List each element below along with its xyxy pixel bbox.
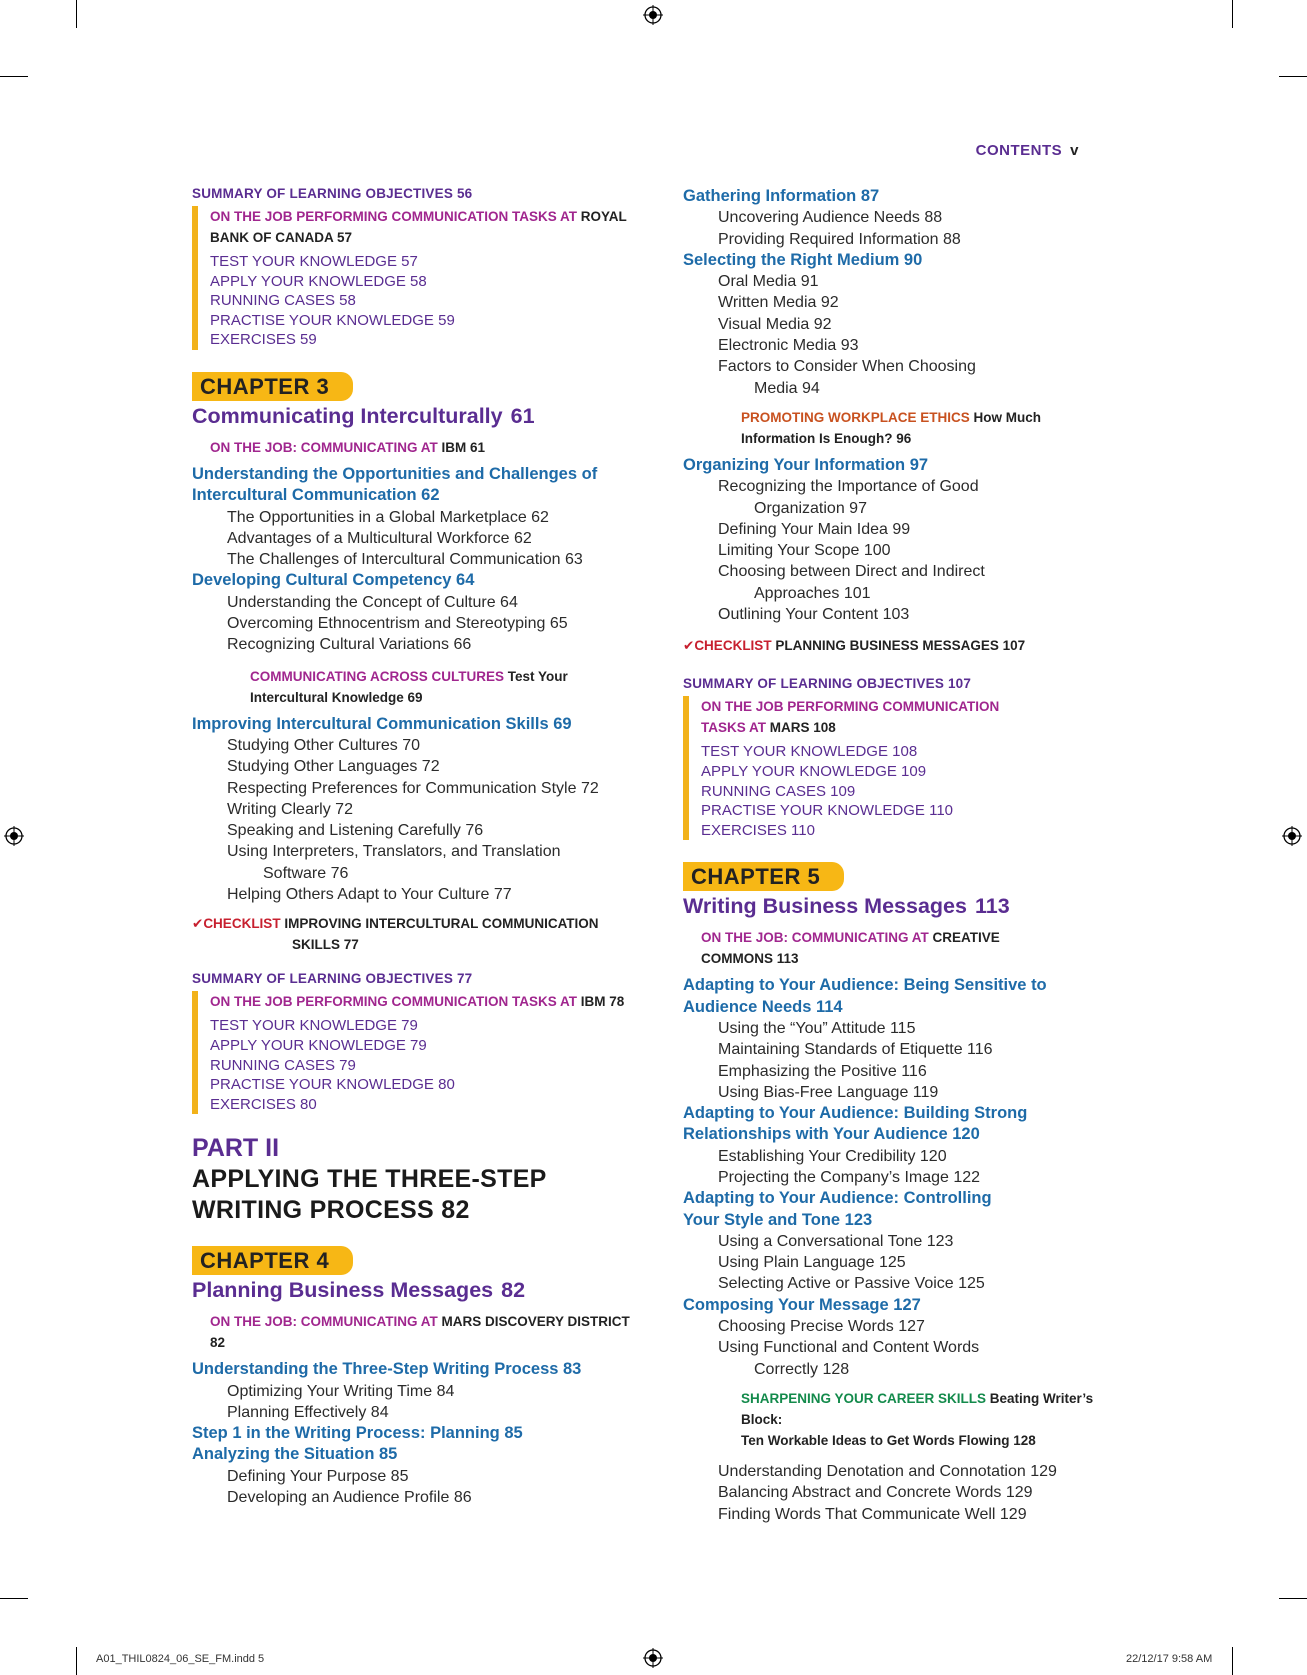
page-number: v: [1070, 142, 1079, 159]
footer-file: A01_THIL0824_06_SE_FM.indd 5: [96, 1653, 265, 1665]
review-line: APPLY YOUR KNOWLEDGE 79: [210, 1036, 427, 1054]
subsection-item: Maintaining Standards of Etiquette 116: [718, 1041, 993, 1059]
feature-title: Ten Workable Ideas to Get Words Flowing 128: [741, 1432, 1036, 1448]
subsection-item: Defining Your Purpose 85: [227, 1467, 409, 1485]
part-title: [192, 1164, 632, 1226]
subsection-item: Understanding Denotation and Connotation 129: [718, 1462, 1057, 1480]
chapter-badge: CHAPTER 5: [683, 862, 844, 891]
checkmark-icon: ✔: [192, 916, 204, 932]
crop-mark: [0, 76, 28, 77]
chapter-page: 82: [501, 1278, 526, 1303]
on-the-job-lead: ON THE JOB: COMMUNICATING AT: [210, 1314, 438, 1330]
subsection-item: Choosing Precise Words 127: [718, 1318, 925, 1336]
footer-date: 22/12/17 9:58 AM: [1126, 1653, 1213, 1665]
subsection-item: Using Bias-Free Language 119: [718, 1083, 939, 1101]
crop-mark: [1279, 1598, 1307, 1599]
on-the-job-org: COMMONS 113: [701, 951, 799, 967]
subsection-item-text: Media 94: [754, 379, 820, 397]
subsection-item: [192, 841, 632, 884]
subsection-item: Using Plain Language 125: [718, 1254, 906, 1272]
subsection-item: Balancing Abstract and Concrete Words 129: [718, 1484, 1033, 1502]
subsection-item: [683, 476, 1123, 519]
on-the-job-lead: ON THE JOB PERFORMING COMMUNICATION TASKS AT: [210, 209, 577, 224]
review-line: EXERCISES 80: [210, 1095, 317, 1113]
right-column: [683, 186, 1123, 1525]
subsection-item: Uncovering Audience Needs 88: [718, 209, 943, 227]
part-title-line: APPLYING THE THREE-STEP: [192, 1165, 547, 1194]
subsection-item: Planning Effectively 84: [227, 1403, 389, 1421]
subsection-item: Recognizing Cultural Variations 66: [227, 636, 472, 654]
checklist-title: SKILLS 77: [292, 937, 359, 953]
on-the-job-org: MARS DISCOVERY DISTRICT 82: [210, 1314, 630, 1351]
crop-mark: [76, 1647, 77, 1675]
review-line: TEST YOUR KNOWLEDGE 57: [210, 253, 418, 270]
checkmark-icon: ✔: [683, 638, 695, 654]
review-line: PRACTISE YOUR KNOWLEDGE 80: [210, 1076, 455, 1094]
subsection-item-text: Software 76: [263, 864, 349, 882]
subsection-item: Helping Others Adapt to Your Culture 77: [227, 886, 512, 904]
feature-box: [741, 407, 1123, 449]
registration-mark-icon: [4, 826, 24, 846]
section-heading: Understanding the Three-Step Writing Process 83: [192, 1360, 582, 1379]
review-line: EXERCISES 59: [210, 331, 317, 349]
feature-box: [741, 1388, 1123, 1451]
part-label: PART II: [192, 1134, 280, 1163]
chapter-page: 113: [974, 894, 1010, 919]
running-head: [976, 142, 1079, 159]
subsection-item: Visual Media 92: [718, 315, 832, 333]
section-heading: Adapting to Your Audience: Controlling: [683, 1189, 992, 1208]
subsection-item-text: Choosing between Direct and Indirect: [718, 563, 985, 581]
feature-lead: SHARPENING YOUR CAREER SKILLS: [741, 1390, 987, 1406]
section-heading: Step 1 in the Writing Process: Planning 85: [192, 1424, 523, 1443]
subsection-item: Advantages of a Multicultural Workforce 62: [227, 529, 532, 547]
feature-title: Intercultural Knowledge 69: [250, 689, 423, 705]
section-heading: Organizing Your Information 97: [683, 455, 929, 474]
on-the-job: [701, 927, 1123, 969]
subsection-item: Electronic Media 93: [718, 337, 859, 355]
on-the-job-org: CREATIVE: [932, 930, 1000, 946]
subsection-item: Using the “You” Attitude 115: [718, 1019, 916, 1037]
crop-mark: [1232, 0, 1233, 28]
review-line: APPLY YOUR KNOWLEDGE 109: [701, 762, 927, 780]
checklist-label: CHECKLIST: [203, 916, 281, 932]
subsection-item: Speaking and Listening Carefully 76: [227, 822, 484, 840]
chapter-badge: CHAPTER 4: [192, 1246, 353, 1275]
subsection-item: Using a Conversational Tone 123: [718, 1232, 954, 1250]
section-heading: Relationships with Your Audience 120: [683, 1125, 980, 1144]
subsection-item: Writing Clearly 72: [227, 800, 353, 818]
review-line: PRACTISE YOUR KNOWLEDGE 110: [701, 802, 954, 820]
on-the-job-tasks: [210, 991, 632, 1012]
feature-title: Beating Writer’s Block:: [741, 1390, 1094, 1427]
checklist: [192, 913, 632, 955]
crop-mark: [1279, 76, 1307, 77]
subsection-item: Limiting Your Scope 100: [718, 542, 891, 560]
section-heading: Analyzing the Situation 85: [192, 1445, 398, 1464]
review-line: EXERCISES 110: [701, 821, 815, 839]
section-heading: Adapting to Your Audience: Being Sensitive to: [683, 976, 1047, 995]
subsection-item: Projecting the Company’s Image 122: [718, 1168, 981, 1186]
review-line: APPLY YOUR KNOWLEDGE 58: [210, 272, 427, 290]
section-heading: Your Style and Tone 123: [683, 1210, 873, 1229]
feature-lead: PROMOTING WORKPLACE ETHICS: [741, 409, 970, 425]
subsection-item: Optimizing Your Writing Time 84: [227, 1382, 455, 1400]
subsection-item: The Opportunities in a Global Marketplace 62: [227, 508, 549, 526]
subsection-item: Written Media 92: [718, 294, 839, 312]
subsection-item-text: Correctly 128: [754, 1360, 850, 1378]
chapter-badge: CHAPTER 3: [192, 372, 353, 401]
review-line: RUNNING CASES 109: [701, 782, 856, 800]
section-heading: Gathering Information 87: [683, 187, 880, 205]
on-the-job-lead: ON THE JOB: COMMUNICATING AT: [210, 439, 438, 455]
on-the-job-lead: ON THE JOB: COMMUNICATING AT: [701, 930, 929, 946]
chapter-title-text: Writing Business Messages: [683, 894, 967, 919]
subsection-item: The Challenges of Intercultural Communication 63: [227, 551, 583, 569]
chapter-title-text: Planning Business Messages: [192, 1278, 494, 1303]
summary-learning-objectives: SUMMARY OF LEARNING OBJECTIVES 77: [192, 971, 473, 987]
checklist-title: IMPROVING INTERCULTURAL COMMUNICATION: [284, 916, 599, 932]
subsection-item: Respecting Preferences for Communication Style 72: [227, 779, 599, 797]
on-the-job-org: ROYAL: [580, 209, 627, 224]
section-heading: Adapting to Your Audience: Building Strong: [683, 1104, 1028, 1123]
on-the-job: [210, 1311, 632, 1353]
subsection-item: Establishing Your Credibility 120: [718, 1147, 947, 1165]
subsection-item-text: Recognizing the Importance of Good: [718, 478, 979, 496]
section-heading: Selecting the Right Medium 90: [683, 250, 923, 269]
checklist-label: CHECKLIST: [694, 638, 772, 654]
subsection-item: Outlining Your Content 103: [718, 606, 910, 624]
summary-learning-objectives: SUMMARY OF LEARNING OBJECTIVES 107: [683, 676, 972, 692]
checklist: [683, 635, 1123, 656]
registration-mark-icon: [1282, 826, 1302, 846]
subsection-item: Oral Media 91: [718, 273, 819, 291]
registration-mark-icon: [643, 5, 663, 25]
section-heading: Composing Your Message 127: [683, 1295, 921, 1314]
crop-mark: [0, 1598, 28, 1599]
subsection-item-text: Approaches 101: [754, 584, 871, 602]
crop-mark: [76, 0, 77, 28]
subsection-item: Defining Your Main Idea 99: [718, 520, 911, 538]
running-head-label: CONTENTS: [975, 142, 1063, 159]
feature-title: Information Is Enough? 96: [741, 430, 912, 446]
subsection-item: Emphasizing the Positive 116: [718, 1062, 927, 1080]
on-the-job-org: IBM 78: [580, 994, 625, 1010]
on-the-job-lead: ON THE JOB PERFORMING COMMUNICATION TASKS AT: [210, 994, 577, 1010]
feature-box: [250, 666, 632, 708]
feature-title: Test Your: [507, 668, 568, 684]
subsection-item: Studying Other Cultures 70: [227, 736, 420, 754]
review-line: TEST YOUR KNOWLEDGE 79: [210, 1017, 418, 1035]
subsection-item-text: Factors to Consider When Choosing: [718, 358, 976, 376]
subsection-item-text: Using Functional and Content Words: [718, 1339, 980, 1357]
end-of-chapter-box: [192, 206, 632, 350]
end-of-chapter-box: [192, 991, 632, 1114]
part-title-line: WRITING PROCESS 82: [192, 1196, 470, 1225]
chapter-title: [192, 1275, 632, 1305]
chapter-title: [192, 401, 632, 431]
feature-title: How Much: [973, 409, 1042, 425]
subsection-item: Developing an Audience Profile 86: [227, 1489, 472, 1507]
registration-mark-icon: [643, 1648, 663, 1668]
subsection-item: Finding Words That Communicate Well 129: [718, 1505, 1027, 1523]
checklist-title: PLANNING BUSINESS MESSAGES 107: [775, 638, 1026, 654]
subsection-item: [683, 561, 1123, 604]
on-the-job-tasks: [701, 696, 1123, 738]
subsection-item: Understanding the Concept of Culture 64: [227, 593, 518, 611]
review-line: PRACTISE YOUR KNOWLEDGE 59: [210, 311, 455, 329]
on-the-job-lead: ON THE JOB PERFORMING COMMUNICATION: [701, 699, 1000, 715]
review-line: TEST YOUR KNOWLEDGE 108: [701, 743, 918, 761]
end-of-chapter-box: [683, 696, 1123, 840]
section-heading: Intercultural Communication 62: [192, 486, 440, 505]
chapter-page: 61: [510, 403, 535, 428]
subsection-item-text: Using Interpreters, Translators, and Translation: [227, 843, 561, 861]
subsection-item: [683, 1337, 1123, 1380]
section-heading: Improving Intercultural Communication Skills 69: [192, 714, 572, 733]
summary-learning-objectives: SUMMARY OF LEARNING OBJECTIVES 56: [192, 186, 473, 201]
section-heading: Developing Cultural Competency 64: [192, 571, 475, 590]
section-heading: Understanding the Opportunities and Challenges of: [192, 464, 598, 483]
review-line: RUNNING CASES 58: [210, 292, 356, 310]
subsection-item: [683, 356, 1123, 399]
on-the-job-tasks: [210, 206, 632, 248]
subsection-item-text: Organization 97: [754, 499, 867, 517]
subsection-item: Selecting Active or Passive Voice 125: [718, 1275, 985, 1293]
review-line: RUNNING CASES 79: [210, 1056, 356, 1074]
subsection-item: Studying Other Languages 72: [227, 758, 440, 776]
on-the-job-org: IBM 61: [441, 439, 486, 455]
on-the-job-lead: TASKS AT: [701, 720, 766, 736]
crop-mark: [1232, 1647, 1233, 1675]
subsection-item: Overcoming Ethnocentrism and Stereotyping 65: [227, 615, 568, 633]
chapter-title: [683, 891, 1123, 921]
on-the-job-org: BANK OF CANADA 57: [210, 230, 353, 245]
section-heading: Audience Needs 114: [683, 997, 843, 1016]
subsection-item: Providing Required Information 88: [718, 230, 961, 248]
left-column: [192, 186, 632, 1508]
on-the-job: [210, 437, 632, 458]
chapter-title-text: Communicating Interculturally: [192, 403, 503, 428]
on-the-job-org: MARS 108: [769, 720, 836, 736]
feature-lead: COMMUNICATING ACROSS CULTURES: [250, 668, 504, 684]
